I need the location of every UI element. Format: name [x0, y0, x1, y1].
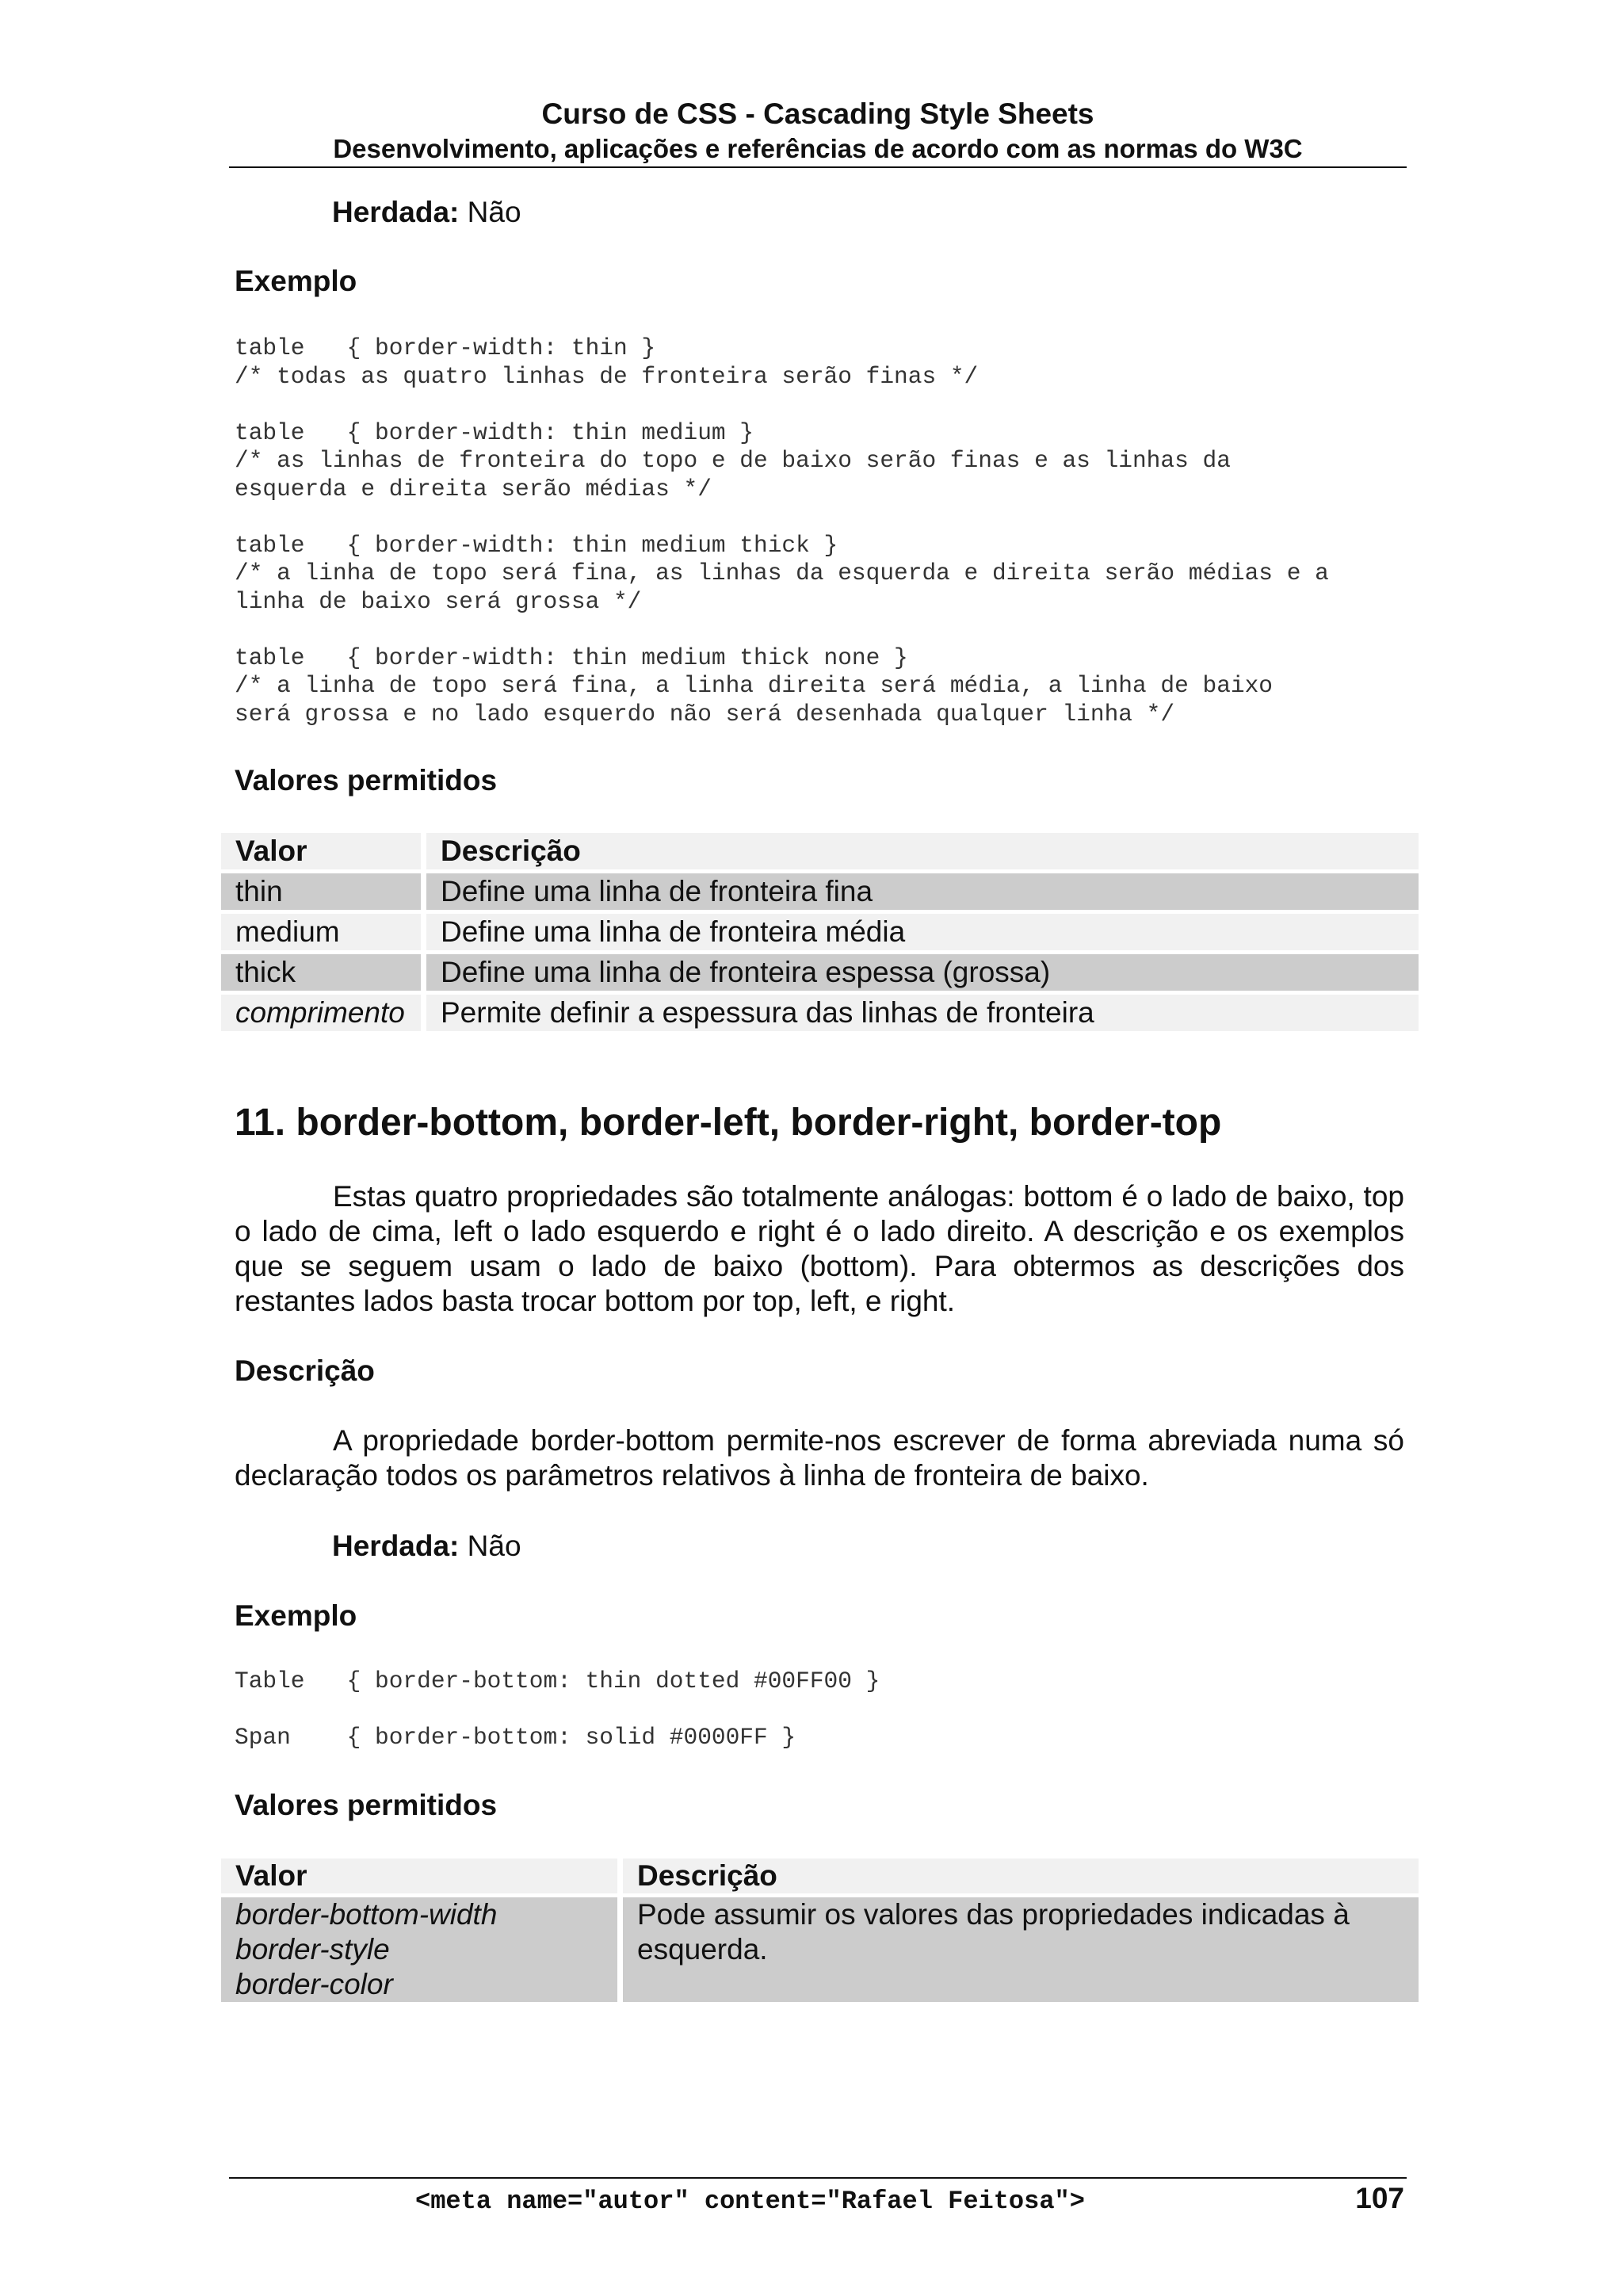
herdada-value: Não [459, 1530, 521, 1562]
footer-meta: <meta name="autor" content="Rafael Feitosa"> [415, 2187, 1085, 2216]
table-row [221, 954, 1419, 991]
header-rule [229, 166, 1407, 168]
valores-heading-top: Valores permitidos [235, 764, 498, 797]
herdada-label: Herdada: [332, 1530, 460, 1562]
description-cell: Define uma linha de fronteira fina [426, 873, 1419, 910]
herdada-line [332, 1529, 521, 1564]
descricao-heading: Descrição [235, 1354, 375, 1387]
table-header-row [221, 833, 1419, 869]
exemplo-heading-top: Exemplo [235, 265, 357, 297]
footer-rule [229, 2177, 1407, 2179]
table-header-row [221, 1859, 1419, 1893]
values-table [216, 1855, 1424, 2006]
table-row [221, 914, 1419, 950]
table-row [221, 1897, 1419, 2002]
header-title: Curso de CSS - Cascading Style Sheets [541, 97, 1094, 130]
code-example: Table { border-bottom: thin dotted #00FF00 } Span { border-bottom: solid #0000FF } [235, 1668, 880, 1751]
exemplo-heading: Exemplo [235, 1599, 357, 1632]
description-cell: Pode assumir os valores das propriedades indicadas à esquerda. [623, 1897, 1419, 2002]
intro-paragraph: Estas quatro propriedades são totalmente análogas: bottom é o lado de baixo, top o lado de cima, left o lado esquerdo e right é o lado direito. A descrição e os exemplos que se seguem usam o lado de baixo (bottom). Para obtermos as descrições dos restantes lados basta trocar bottom por top, left, e right. [235, 1180, 1404, 1317]
table-row [221, 873, 1419, 910]
valores-heading: Valores permitidos [235, 1789, 498, 1821]
value-cell: thin [221, 873, 421, 910]
value-cell: medium [221, 914, 421, 950]
herdada-line-top [332, 195, 521, 230]
herdada-value: Não [459, 196, 521, 228]
header-cell-valor: Valor [221, 1859, 617, 1893]
value-cell [221, 1897, 617, 2002]
page-number: 107 [1355, 2182, 1404, 2214]
value-item: border-bottom-width [235, 1898, 498, 1931]
header-cell-descricao: Descrição [623, 1859, 1419, 1893]
description-cell: Permite definir a espessura das linhas de fronteira [426, 995, 1419, 1031]
section-title: 11. border-bottom, border-left, border-right, border-top [235, 1102, 1222, 1144]
value-cell: thick [221, 954, 421, 991]
descricao-paragraph: A propriedade border-bottom permite-nos escrever de forma abreviada numa só declaração todos os parâmetros relativos à linha de fronteira de baixo. [235, 1424, 1404, 1492]
herdada-label: Herdada: [332, 196, 460, 228]
table-row [221, 995, 1419, 1031]
header-cell-descricao: Descrição [426, 833, 1419, 869]
value-item: border-style [235, 1933, 390, 1966]
description-cell: Define uma linha de fronteira espessa (grossa) [426, 954, 1419, 991]
header-cell-valor: Valor [221, 833, 421, 869]
header-subtitle: Desenvolvimento, aplicações e referências de acordo com as normas do W3C [333, 134, 1303, 163]
code-example-top: table { border-width: thin } /* todas as quatro linhas de fronteira serão finas */ table { border-width: thin medium } /* as linhas de fronteira do topo e de baixo serão finas e as linhas da esquerda e direita serão médias */ table { border-width: thin medium thick } /* a linha de topo será fina, as linhas da esquerda e direita serão médias e a linha de baixo será grossa */ table { border-width: thin medium thick none } /* a linha de topo será fina, a linha direita será média, a linha de baixo será grossa e no lado esquerdo não será desenhada qualquer linha */ [235, 334, 1329, 728]
value-cell: comprimento [221, 995, 421, 1031]
values-table-top [216, 829, 1424, 1035]
value-item: border-color [235, 1968, 393, 2000]
description-cell: Define uma linha de fronteira média [426, 914, 1419, 950]
